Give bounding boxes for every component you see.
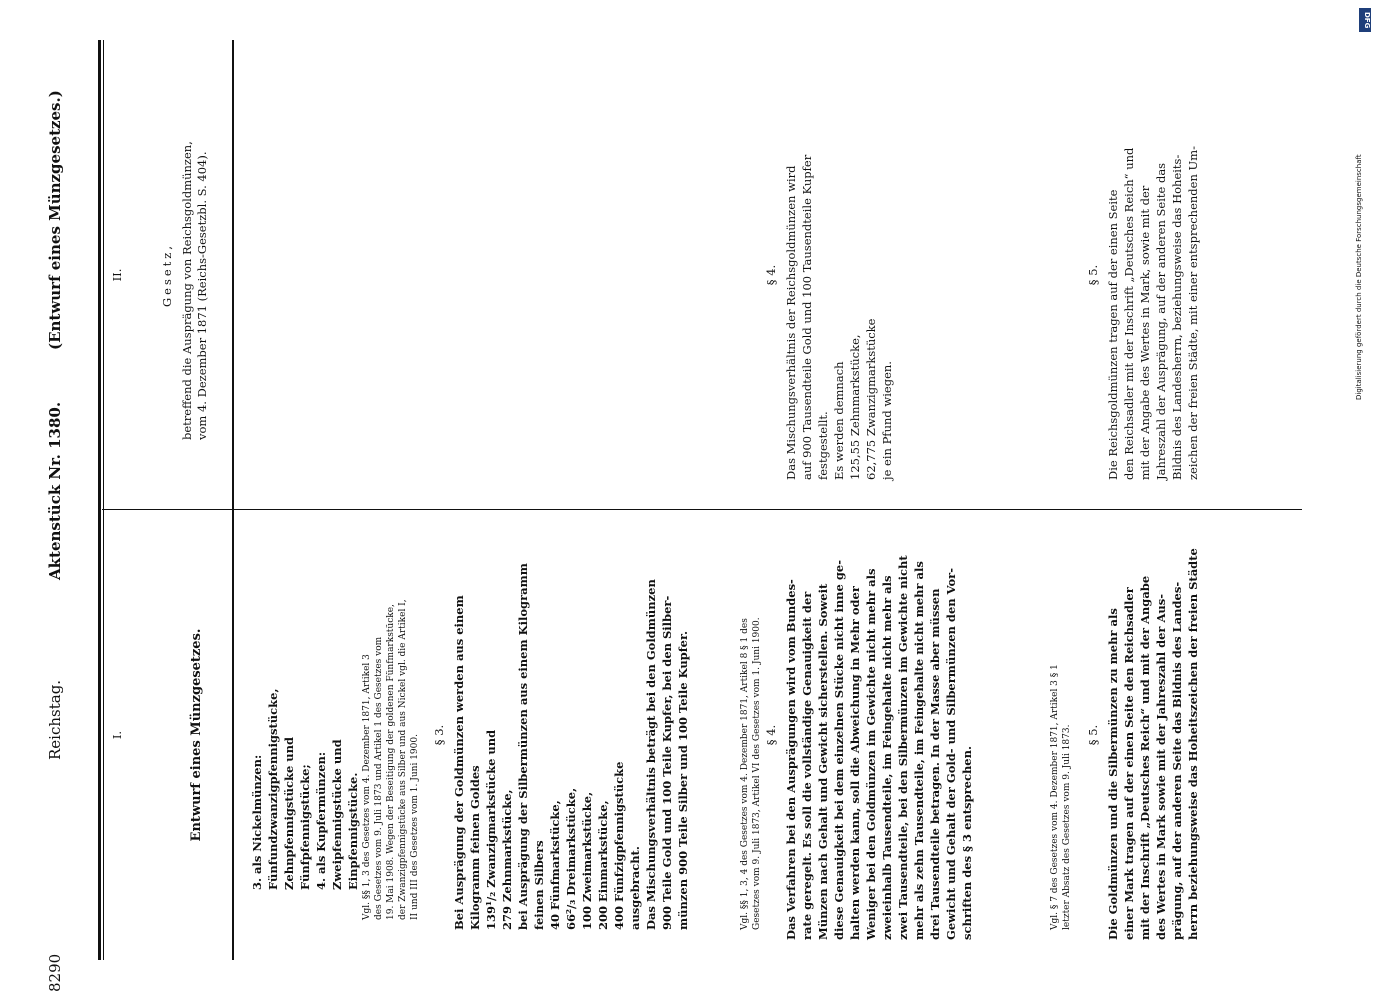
text-line: Das Mischungsverhältnis der Reichsgoldmünzen wird bbox=[784, 165, 798, 480]
text-line: der Zwanzigpfennigstücke aus Silber und aus Nickel vgl. die Artikel I, bbox=[398, 599, 408, 920]
text-line: 100 Zweimarkstücke, bbox=[580, 791, 594, 930]
text-line: den Reichsadler mit der Inschrift „Deutsches Reich“ und bbox=[1122, 147, 1136, 480]
credit-text: Digitalisierung gefördert durch die Deutsche Forschungsgemeinschaft bbox=[1355, 154, 1363, 400]
text-line: Zehnpfennigstücke und bbox=[282, 736, 296, 890]
text-line: Fünfundzwanzigpfennigstücke, bbox=[266, 688, 280, 890]
text-line: Gewicht und Gehalt der Gold- und Silbermünzen den Vor- bbox=[944, 567, 958, 940]
text-line: 62,775 Zwanzigmarkstücke bbox=[864, 318, 878, 480]
text-line: mehr als zehn Tausendteile, im Feingehalte nicht mehr als bbox=[912, 561, 926, 940]
text-line: zweieinhalb Tausendteile, im Feingehalte nicht mehr als bbox=[880, 575, 894, 940]
text-line: mit der Inschrift „Deutsches Reich“ und mit der Angabe bbox=[1138, 575, 1152, 940]
dfg-logo-icon: DFG bbox=[1359, 8, 1371, 32]
text-line: auf 900 Tausendteile Gold und 100 Tausendteile Kupfer bbox=[800, 154, 814, 480]
text-line: letzter Absatz des Gesetzes vom 9. Juli 1873. bbox=[1062, 724, 1072, 930]
column-header-rule bbox=[232, 40, 234, 960]
text-line: Kilogramm feinen Goldes bbox=[468, 765, 482, 930]
text-line: Vgl. § 7 des Gesetzes vom 4. Dezember 1871, Artikel 3 § 1 bbox=[1050, 664, 1060, 930]
rotated-page-content bbox=[40, 40, 1340, 1000]
text-line: Vgl. §§ 1, 3, 4 des Gesetzes vom 4. Dezember 1871, Artikel 8 § 1 des bbox=[740, 618, 750, 930]
header-rule-thin bbox=[103, 40, 104, 960]
text-line: 40 Fünfmarkstücke, bbox=[548, 800, 562, 930]
text-line: zeichen der freien Städte, mit einer entsprechenden Um- bbox=[1186, 145, 1200, 480]
col2-section4-heading: § 4. bbox=[764, 264, 778, 286]
text-line: 66²/₃ Dreimarkstücke, bbox=[564, 787, 578, 930]
text-line: II und III des Gesetzes vom 1. Juni 1900. bbox=[410, 734, 420, 920]
text-line: einer Mark tragen auf der einen Seite den Reichsadler bbox=[1122, 587, 1136, 940]
text-line: festgestellt. bbox=[816, 411, 830, 480]
text-line: halten werden kann, soll die Abweichung in Mehr oder bbox=[848, 586, 862, 940]
header-left: Reichstag. bbox=[46, 679, 64, 760]
text-line: 3. als Nickelmünzen: bbox=[250, 754, 264, 890]
col1-title: Entwurf eines Münzgesetzes. bbox=[189, 628, 204, 842]
text-line: Münzen nach Gehalt und Gewicht sicherstellen. Soweit bbox=[816, 583, 830, 940]
col1-section3-heading: § 3. bbox=[432, 724, 446, 746]
header-right: (Entwurf eines Münzgesetzes.) bbox=[46, 90, 64, 350]
text-line: Bei Ausprägung der Goldmünzen werden aus einem bbox=[452, 595, 466, 930]
text-line: herrn beziehungsweise das Hoheitszeichen der freien Städte bbox=[1186, 548, 1200, 940]
text-line: Das Verfahren bei den Ausprägungen wird vom Bundes- bbox=[784, 579, 798, 940]
text-line: Jahreszahl der Ausprägung, auf der anderen Seite das bbox=[1154, 162, 1168, 480]
text-line: 139¹/₂ Zwanzigmarkstücke und bbox=[484, 729, 498, 930]
text-line: schriften des § 3 entsprechen. bbox=[960, 746, 974, 940]
text-line: drei Tausendteile betragen. In der Masse aber müssen bbox=[928, 588, 942, 940]
col2-numeral: II. bbox=[110, 268, 124, 282]
text-line: betreffend die Ausprägung von Reichsgoldmünzen, bbox=[180, 141, 194, 440]
text-line: prägung, auf der anderen Seite das Bildnis des Landes- bbox=[1170, 581, 1184, 940]
text-line: 200 Einmarkstücke, bbox=[596, 800, 610, 930]
text-line: mit der Angabe des Wertes in Mark, sowie mit der bbox=[1138, 185, 1152, 480]
text-line: Die Goldmünzen und die Silbermünzen zu mehr als bbox=[1106, 608, 1120, 940]
col2-title: Gesetz, bbox=[160, 242, 174, 308]
col1-section4-heading: § 4. bbox=[764, 724, 778, 746]
text-line: münzen 900 Teile Silber und 100 Teile Kupfer. bbox=[676, 631, 690, 930]
text-line: zwei Tausendteile, bei den Silbermünzen im Gewichte nicht bbox=[896, 555, 910, 940]
text-line: Weniger bei den Goldmünzen im Gewichte nicht mehr als bbox=[864, 568, 878, 940]
text-line: Das Mischungsverhältnis beträgt bei den Goldmünzen bbox=[644, 579, 658, 930]
text-line: Bildnis des Landesherrn, beziehungsweise das Hoheits- bbox=[1170, 154, 1184, 480]
text-line: Die Reichsgoldmünzen tragen auf der einen Seite bbox=[1106, 189, 1120, 480]
text-line: Fünfpfennigstücke; bbox=[298, 764, 312, 890]
text-line: je ein Pfund wiegen. bbox=[880, 361, 894, 480]
text-line: 4. als Kupfermünzen: bbox=[314, 751, 328, 890]
text-line: Vgl. §§ 1, 3 des Gesetzes vom 4. Dezember 1871, Artikel 3 bbox=[362, 654, 372, 920]
text-line: vom 4. Dezember 1871 (Reichs-Gesetzbl. S. 404). bbox=[195, 151, 209, 440]
text-line: diese Genauigkeit bei dem einzelnen Stücke nicht inne ge- bbox=[832, 560, 846, 940]
text-line: rate geregelt. Es soll die vollständige Genauigkeit der bbox=[800, 591, 814, 940]
text-line: des Wertes in Mark sowie mit der Jahreszahl der Aus- bbox=[1154, 593, 1168, 940]
text-line: bei Ausprägung der Silbermünzen aus einem Kilogramm bbox=[516, 563, 530, 930]
text-line: ausgebracht. bbox=[628, 846, 642, 930]
col1-section5-heading: § 5. bbox=[1086, 724, 1100, 746]
col1-numeral: I. bbox=[110, 730, 124, 740]
text-line: feinen Silbers bbox=[532, 840, 546, 930]
text-line: 279 Zehnmarkstücke, bbox=[500, 789, 514, 930]
text-line: 19. Mai 1908. Wegen der Beseitigung der goldenen Fünfmarkstücke, bbox=[386, 604, 396, 920]
text-line: 125,55 Zehnmarkstücke, bbox=[848, 334, 862, 480]
column-divider bbox=[102, 509, 1302, 510]
sidebar bbox=[1353, 0, 1383, 1000]
text-line: Gesetzes vom 9. Juli 1873, Artikel VI des Gesetzes vom 1. Juni 1900. bbox=[752, 617, 762, 930]
text-line: Einpfennigstücke. bbox=[346, 772, 360, 890]
header-center: Aktenstück Nr. 1380. bbox=[46, 401, 64, 580]
text-line: Es werden demnach bbox=[832, 361, 846, 480]
header-rule bbox=[98, 40, 101, 960]
text-line: des Gesetzes vom 9. Juli 1873 und Artikel 1 des Gesetzes vom bbox=[374, 636, 384, 920]
text-line: Zweipfennigstücke und bbox=[330, 739, 344, 890]
page-number: 8290 bbox=[46, 953, 64, 992]
text-line: 400 Fünfzigpfennigstücke bbox=[612, 761, 626, 930]
col2-section5-heading: § 5. bbox=[1086, 264, 1100, 286]
text-line: 900 Teile Gold und 100 Teile Kupfer, bei den Silber- bbox=[660, 595, 674, 930]
